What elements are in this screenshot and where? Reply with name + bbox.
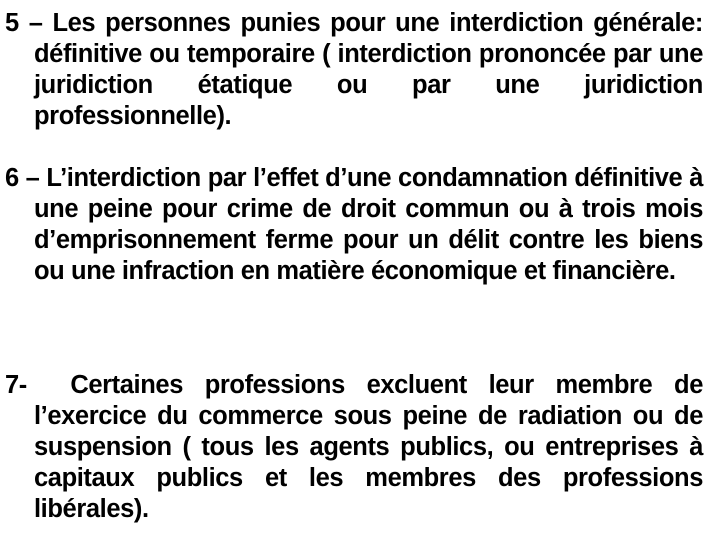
list-item-5 bbox=[5, 8, 703, 132]
list-item-6 bbox=[5, 163, 703, 287]
item-text: L’interdiction par l’effet d’une condamnation définitive à une peine pour crime de droit commun ou à trois mois d’emprisonnement ferme pour un délit contre les biens ou une infraction en matière économique et financière. bbox=[34, 164, 704, 285]
item-text: Les personnes punies pour une interdiction générale: définitive ou temporaire ( interdiction prononcée par une juridiction étatique ou par une juridiction professionnelle). bbox=[34, 9, 704, 130]
item-number: 7- bbox=[5, 371, 27, 399]
list-item-7 bbox=[5, 370, 703, 525]
item-number: 6 – bbox=[5, 164, 40, 192]
item-number: 5 – bbox=[5, 9, 43, 37]
item-text: Certaines professions excluent leur membre de l’exercice du commerce sous peine de radiation ou de suspension ( tous les agents publics, ou entreprises à capitaux publics et les membres des professions libérales). bbox=[34, 371, 703, 523]
